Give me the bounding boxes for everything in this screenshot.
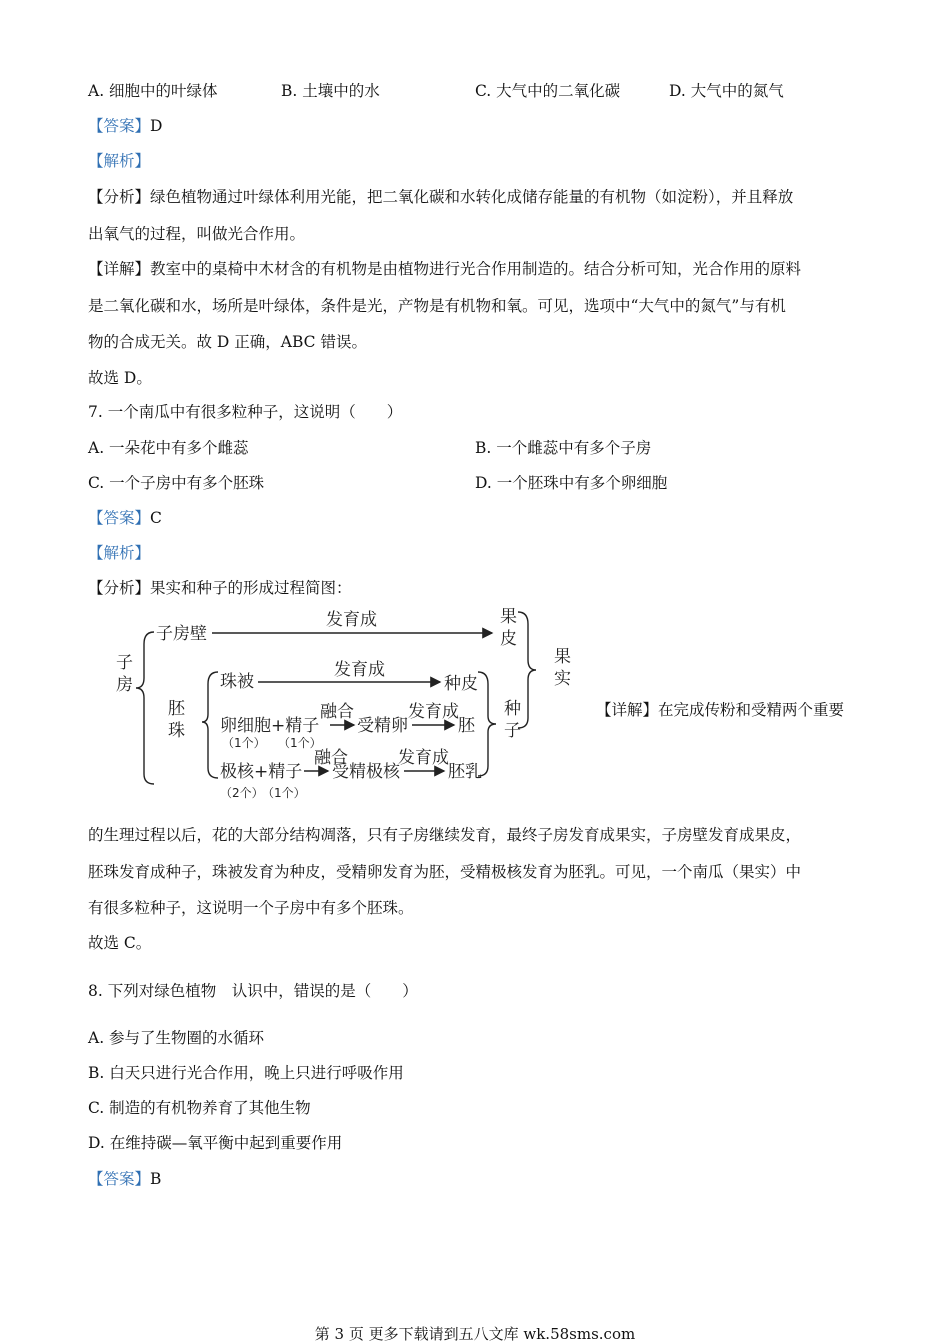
label-zhongpi: 种皮 [444, 674, 478, 694]
q8-answer: B [150, 1170, 162, 1188]
brace-zifang [136, 632, 154, 784]
q7-answer: C [150, 509, 162, 527]
label-guoshi [554, 647, 571, 689]
q7-stem: 7. 一个南瓜中有很多粒种子，这说明（ ） [88, 403, 403, 421]
q7-fenxi-text-1: 果实和种子的形成过程简图： [150, 579, 352, 597]
label-zhongzi-char: 子 [504, 721, 521, 741]
q7-option-b: B. 一个雌蕊中有多个子房 [475, 439, 652, 457]
label-zifangbi: 子房壁 [156, 624, 207, 644]
q7-detail-text-1: 在完成传粉和受精两个重要 [658, 701, 845, 719]
q6-analysis-tag: 【解析】 [88, 152, 151, 170]
label-guoshi-char: 实 [554, 669, 571, 689]
answer-tag: 【答案】 [88, 1170, 151, 1188]
q7-option-a: A. 一朵花中有多个雌蕊 [88, 439, 249, 457]
label-zifang [116, 653, 133, 695]
label-zifang-char: 房 [116, 675, 133, 695]
fenxi-tag: 【分析】 [88, 188, 151, 206]
label-fayucheng-4: 发育成 [398, 748, 449, 768]
q7-fenxi-line-1 [88, 577, 352, 599]
label-ronghe-1: 融合 [320, 702, 354, 722]
label-count-1a: （1个） [222, 736, 266, 750]
label-peizhu-char: 胚 [168, 699, 185, 719]
label-guopi-char: 果 [500, 607, 517, 627]
q6-option-d: D. 大气中的氮气 [669, 82, 784, 100]
label-jihe-jingzi: 极核+精子 [220, 762, 303, 782]
q6-option-a: A. 细胞中的叶绿体 [88, 82, 218, 100]
label-shoujingjihe: 受精极核 [332, 762, 400, 782]
q6-answer-line [88, 115, 162, 137]
q8-option-a: A. 参与了生物圈的水循环 [88, 1029, 265, 1047]
q6-detail-line-3: 物的合成无关。故 D 正确，ABC 错误。 [88, 333, 367, 351]
q8-option-d: D. 在维持碳—氧平衡中起到重要作用 [88, 1134, 343, 1152]
q6-detail-line-2: 是二氧化碳和水，场所是叶绿体，条件是光，产物是有机物和氧。可见，选项中“大气中的氮气”与有机 [88, 297, 786, 315]
page-footer: 第 3 页 更多下载请到五八文库 wk.58sms.com [314, 1325, 636, 1343]
q7-option-c: C. 一个子房中有多个胚珠 [88, 474, 265, 492]
label-guopi [500, 607, 517, 649]
label-zhongzi-char: 种 [504, 699, 521, 719]
q6-detail-line-1 [88, 258, 801, 280]
label-ronghe-2: 融合 [314, 748, 348, 768]
q8-option-c: C. 制造的有机物养育了其他生物 [88, 1099, 311, 1117]
label-fayucheng-1: 发育成 [326, 610, 377, 630]
q6-fenxi-text-1: 绿色植物通过叶绿体利用光能，把二氧化碳和水转化成储存能量的有机物（如淀粉），并且释放 [150, 188, 794, 206]
label-peizhu [168, 699, 186, 741]
q6-fenxi-line-2: 出氧气的过程，叫做光合作用。 [88, 225, 306, 243]
label-count-1c: （1个） [262, 786, 306, 800]
q8-answer-line [88, 1168, 161, 1190]
detail-tag: 【详解】 [88, 260, 151, 278]
label-luanxibao-jingzi: 卵细胞+精子 [220, 716, 320, 736]
label-guopi-char: 皮 [500, 629, 517, 649]
label-zhubei: 珠被 [220, 672, 254, 692]
label-pei: 胚 [458, 716, 475, 736]
label-fayucheng-3: 发育成 [408, 702, 459, 722]
label-peiru: 胚乳 [448, 762, 482, 782]
answer-tag: 【答案】 [88, 117, 151, 135]
fruit-seed-formation-diagram [110, 604, 590, 809]
q7-detail-line-1 [596, 699, 844, 721]
q6-fenxi-line-1 [88, 186, 793, 208]
q6-option-b: B. 土壤中的水 [281, 82, 380, 100]
label-count-1b: （1个） [278, 736, 322, 750]
label-zhongzi [504, 699, 521, 741]
answer-tag: 【答案】 [88, 509, 151, 527]
q7-answer-line [88, 507, 162, 529]
label-fayucheng-2: 发育成 [334, 660, 385, 680]
label-count-2: （2个） [220, 786, 264, 800]
q8-stem: 8. 下列对绿色植物 认识中，错误的是（ ） [88, 982, 418, 1000]
q6-answer: D [150, 117, 163, 135]
label-shoujingluan: 受精卵 [357, 716, 408, 736]
q7-detail-line-2: 的生理过程以后，花的大部分结构凋落，只有子房继续发育，最终子房发育成果实，子房壁发育成果皮， [88, 826, 802, 844]
q6-option-c: C. 大气中的二氧化碳 [475, 82, 621, 100]
q7-detail-line-3: 胚珠发育成种子，珠被发育为种皮，受精卵发育为胚，受精极核发育为胚乳。可见，一个南瓜（果实）中 [88, 863, 802, 881]
q7-option-d: D. 一个胚珠中有多个卵细胞 [475, 474, 668, 492]
label-guoshi-char: 果 [554, 647, 571, 667]
detail-tag: 【详解】 [596, 701, 659, 719]
brace-peizhu [202, 672, 218, 778]
brace-zhongzi [478, 672, 496, 776]
q8-option-b: B. 白天只进行光合作用，晚上只进行呼吸作用 [88, 1064, 404, 1082]
q6-detail-text-1: 教室中的桌椅中木材含的有机物是由植物进行光合作用制造的。结合分析可知，光合作用的原料 [150, 260, 802, 278]
q7-analysis-tag: 【解析】 [88, 544, 151, 562]
fenxi-tag: 【分析】 [88, 579, 151, 597]
q7-detail-line-4: 有很多粒种子，这说明一个子房中有多个胚珠。 [88, 899, 414, 917]
q7-conclusion: 故选 C。 [88, 934, 152, 952]
label-peizhu-char: 珠 [168, 721, 185, 741]
q6-conclusion: 故选 D。 [88, 369, 152, 387]
label-zifang-char: 子 [116, 653, 133, 673]
